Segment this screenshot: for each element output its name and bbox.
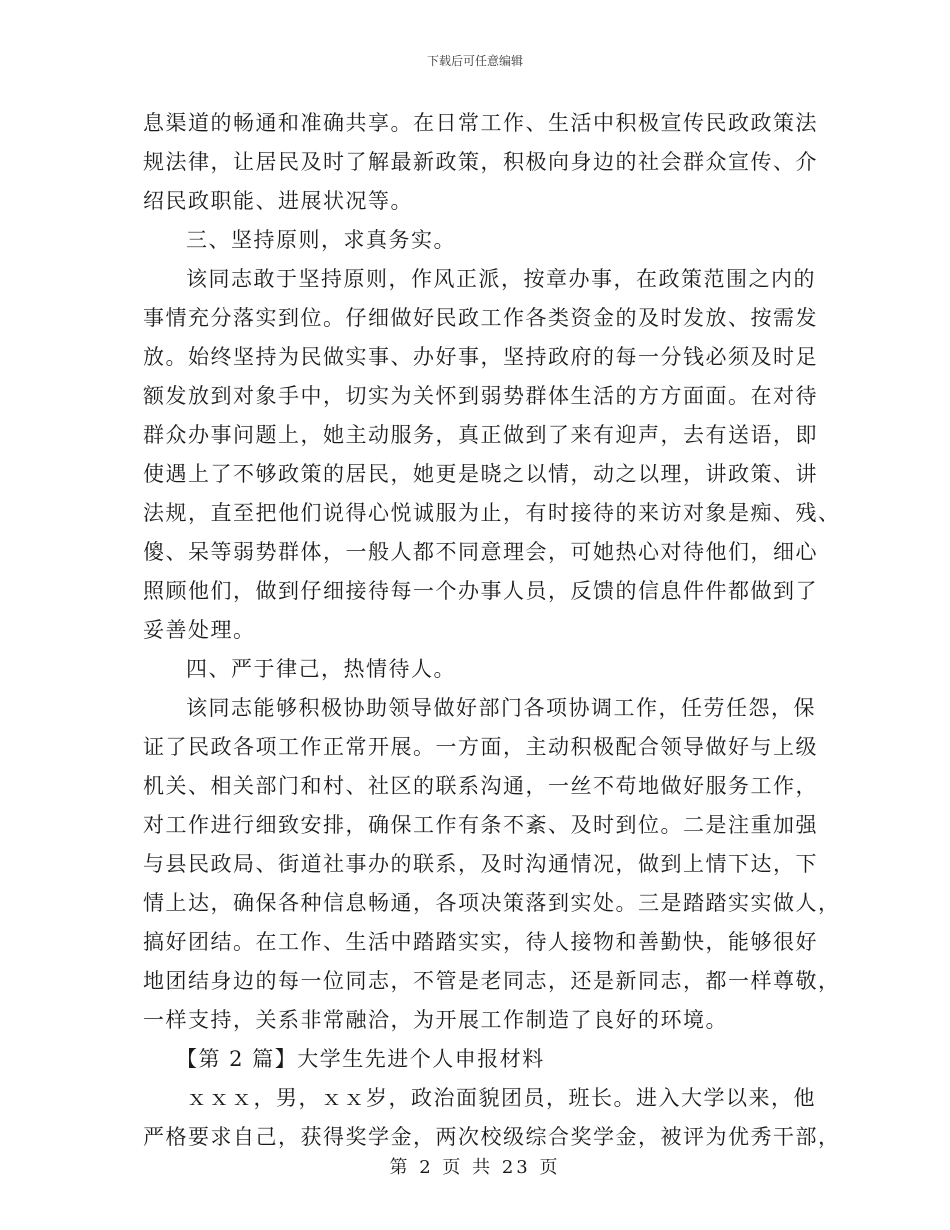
text-line: 息渠道的畅通和准确共享。在日常工作、生活中积极宣传民政政策法 [143,111,818,135]
text-line: 照顾他们，做到仔细接待每一个办事人员，反馈的信息件件都做到了 [143,579,818,603]
text-line: 证了民政各项工作正常开展。一方面，主动积极配合领导做好与上级 [143,735,818,759]
text-line: 对工作进行细致安排，确保工作有条不紊、及时到位。二是注重加强 [143,813,818,837]
text-line: 地团结身边的每一位同志，不管是老同志，还是新同志，都一样尊敬， [143,969,841,993]
text-line: 额发放到对象手中，切实为关怀到弱势群体生活的方方面面。在对待 [143,384,818,408]
section-heading: 三、坚持原则，求真务实。 [186,228,456,252]
section-heading: 四、严于律己，热情待人。 [186,657,456,681]
text-line: 搞好团结。在工作、生活中踏踏实实，待人接物和善勤快，能够很好 [143,930,818,954]
text-line: 绍民政职能、进展状况等。 [143,189,413,213]
text-line: 严格要求自己，获得奖学金，两次校级综合奖学金，被评为优秀干部， [143,1125,841,1149]
text-line: 情上达，确保各种信息畅通，各项决策落到实处。三是踏踏实实做人， [143,891,841,915]
text-line: 规法律，让居民及时了解最新政策，积极向身边的社会群众宣传、介 [143,150,818,174]
text-line: 使遇上了不够政策的居民，她更是晓之以情，动之以理，讲政策、讲 [143,462,818,486]
text-line: 事情充分落实到位。仔细做好民政工作各类资金的及时发放、按需发 [143,306,818,330]
text-line: 法规，直至把他们说得心悦诚服为止，有时接待的来访对象是痴、残、 [143,501,841,525]
text-line: ｘｘｘ，男，ｘｘ岁，政治面貌团员，班长。进入大学以来，他 [186,1086,816,1110]
text-line: 妥善处理。 [143,618,256,642]
text-line: 群众办事问题上，她主动服务，真正做到了来有迎声，去有送语，即 [143,423,818,447]
text-line: 与县民政局、街道社事办的联系，及时沟通情况，做到上情下达，下 [143,852,818,876]
text-line: 放。始终坚持为民做实事、办好事，坚持政府的每一分钱必须及时足 [143,345,818,369]
page-header: 下载后可任意编辑 [426,54,523,68]
article-title: 【第 2 篇】大学生先进个人申报材料 [176,1047,545,1071]
text-line: 该同志敢于坚持原则，作风正派，按章办事，在政策范围之内的 [186,267,816,291]
text-line: 傻、呆等弱势群体，一般人都不同意理会，可她热心对待他们，细心 [143,540,818,564]
page-number-footer: 第 2 页 共 23 页 [389,1157,561,1178]
text-line: 机关、相关部门和村、社区的联系沟通，一丝不苟地做好服务工作， [143,774,818,798]
text-line: 该同志能够积极协助领导做好部门各项协调工作，任劳任怨，保 [186,696,816,720]
text-line: 一样支持，关系非常融洽，为开展工作制造了良好的环境。 [143,1008,728,1032]
